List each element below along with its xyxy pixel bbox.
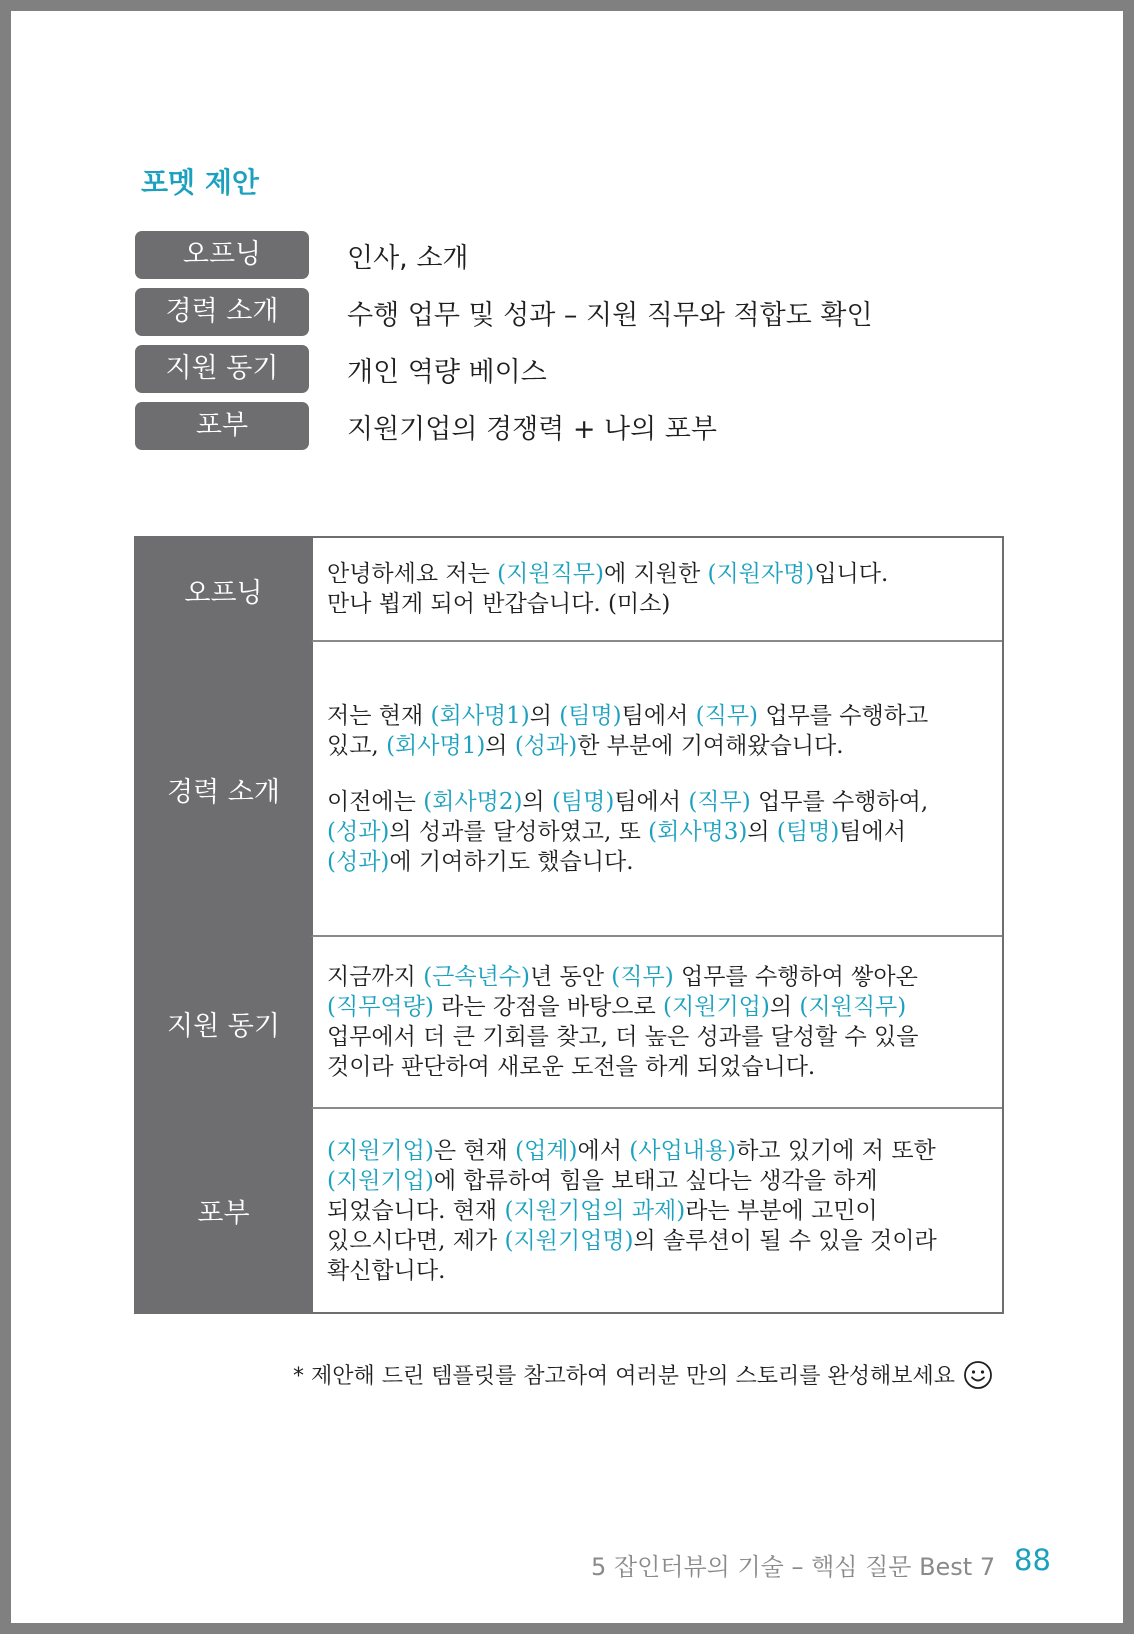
body-text: 의: [485, 732, 515, 759]
summary-desc: 인사, 소개: [347, 242, 469, 274]
body-text: 한 부분에 기여해왔습니다.: [577, 732, 844, 759]
summary-label: 오프닝: [135, 231, 309, 279]
body-text: 업무를 수행하여,: [750, 788, 929, 815]
body-text: 의 솔루션이 될 수 있을 것이라: [633, 1227, 937, 1254]
summary-label: 경력 소개: [135, 288, 309, 336]
summary-row: [135, 288, 873, 336]
body-text: 확신합니다.: [327, 1257, 446, 1284]
body-text: 에 기여하기도 했습니다.: [389, 848, 634, 875]
body-text: 지금까지: [327, 964, 424, 990]
template-label-motivation: 지원 동기: [136, 937, 311, 1109]
smiley-icon: [963, 1360, 993, 1390]
body-text: 의 성과를 달성하였고, 또: [389, 818, 649, 845]
template-text-aspiration: [311, 1109, 1002, 1312]
page-number: 88: [1014, 1543, 1051, 1577]
summary-row: [135, 402, 873, 450]
placeholder-text: (직무): [688, 788, 751, 815]
template-label-opening: 오프닝: [136, 538, 311, 642]
body-text: 업무에서 더 큰 기회를 찾고, 더 높은 성과를 달성할 수 있을: [327, 1024, 919, 1050]
body-text: 저는 현재: [327, 702, 431, 729]
body-text: 만나 뵙게 되어 반갑습니다. (미소): [327, 591, 671, 617]
format-summary: [135, 231, 873, 459]
body-text: 되었습니다. 현재: [327, 1197, 505, 1224]
template-paragraph: [327, 559, 988, 619]
summary-row: [135, 231, 873, 279]
body-text: 안녕하세요 저는: [327, 561, 498, 587]
template-paragraph: [327, 787, 988, 877]
body-text: 년 동안: [530, 964, 612, 990]
body-text: 은 현재: [433, 1137, 516, 1164]
placeholder-text: (성과): [327, 848, 390, 875]
section-title: 포멧 제안: [141, 166, 259, 199]
placeholder-text: (지원기업의 과제): [504, 1197, 686, 1224]
placeholder-text: (회사명1): [386, 732, 486, 759]
placeholder-text: (지원기업명): [504, 1227, 634, 1254]
template-paragraph: [327, 701, 988, 761]
placeholder-text: (업계): [515, 1137, 578, 1164]
summary-label: 지원 동기: [135, 345, 309, 393]
template-text-career: [311, 642, 1002, 937]
placeholder-text: (지원기업): [663, 994, 770, 1020]
body-text: 팀에서: [621, 702, 696, 729]
placeholder-text: (성과): [514, 732, 578, 759]
body-text: 입니다.: [814, 561, 889, 587]
body-text: 에서: [577, 1137, 630, 1164]
summary-row: [135, 345, 873, 393]
body-text: 것이라 판단하여 새로운 도전을 하게 되었습니다.: [327, 1054, 816, 1080]
placeholder-text: (지원자명): [707, 561, 815, 587]
placeholder-text: (지원기업): [327, 1167, 434, 1194]
summary-desc: 지원기업의 경쟁력 + 나의 포부: [347, 413, 717, 445]
body-text: 에 합류하여 힘을 보태고 싶다는 생각을 하게: [433, 1167, 878, 1194]
template-label-career: 경력 소개: [136, 642, 311, 937]
placeholder-text: (지원기업): [327, 1137, 434, 1164]
chapter-footer: 5 잡인터뷰의 기술 – 핵심 질문 Best 7: [591, 1553, 996, 1581]
body-text: 의: [522, 788, 552, 815]
body-text: 라는 부분에 고민이: [685, 1197, 878, 1224]
body-text: 의: [747, 818, 777, 845]
body-text: 업무를 수행하고: [758, 702, 929, 729]
placeholder-text: (지원직무): [799, 994, 907, 1020]
placeholder-text: (직무역량): [327, 994, 434, 1020]
placeholder-text: (지원직무): [497, 561, 604, 587]
template-label-aspiration: 포부: [136, 1109, 311, 1312]
template-table: [134, 536, 1004, 1314]
placeholder-text: (팀명): [551, 788, 615, 815]
placeholder-text: (팀명): [559, 702, 622, 729]
body-text: 의: [769, 994, 800, 1020]
placeholder-text: (직무): [695, 702, 759, 729]
placeholder-text: (사업내용): [629, 1137, 737, 1164]
placeholder-text: (성과): [327, 818, 390, 845]
body-text: 팀에서: [839, 818, 906, 845]
page: [11, 11, 1123, 1623]
placeholder-text: (회사명3): [648, 818, 748, 845]
template-paragraph: [327, 1136, 988, 1286]
body-text: 팀에서: [614, 788, 689, 815]
footnote: [293, 1359, 993, 1390]
footnote-text: * 제안해 드린 템플릿를 참고하여 여러분 만의 스토리를 완성해보세요: [293, 1364, 956, 1389]
body-text: 라는 강점을 바탕으로: [433, 994, 664, 1020]
summary-label: 포부: [135, 402, 309, 450]
template-paragraph: [327, 962, 988, 1082]
body-text: 하고 있기에 저 또한: [736, 1137, 936, 1164]
summary-desc: 개인 역량 베이스: [347, 356, 547, 388]
placeholder-text: (근속년수): [423, 964, 531, 990]
body-text: 의: [529, 702, 560, 729]
body-text: 있고,: [327, 732, 387, 759]
body-text: 에 지원한: [603, 561, 708, 587]
body-text: 있으시다면, 제가: [327, 1227, 505, 1254]
placeholder-text: (회사명1): [430, 702, 530, 729]
template-text-opening: [311, 538, 1002, 642]
body-text: 업무를 수행하여 쌓아온: [673, 964, 918, 990]
template-text-motivation: [311, 937, 1002, 1109]
placeholder-text: (직무): [611, 964, 674, 990]
body-text: 이전에는: [327, 788, 424, 815]
summary-desc: 수행 업무 및 성과 – 지원 직무와 적합도 확인: [347, 299, 873, 331]
placeholder-text: (회사명2): [423, 788, 523, 815]
placeholder-text: (팀명): [776, 818, 840, 845]
